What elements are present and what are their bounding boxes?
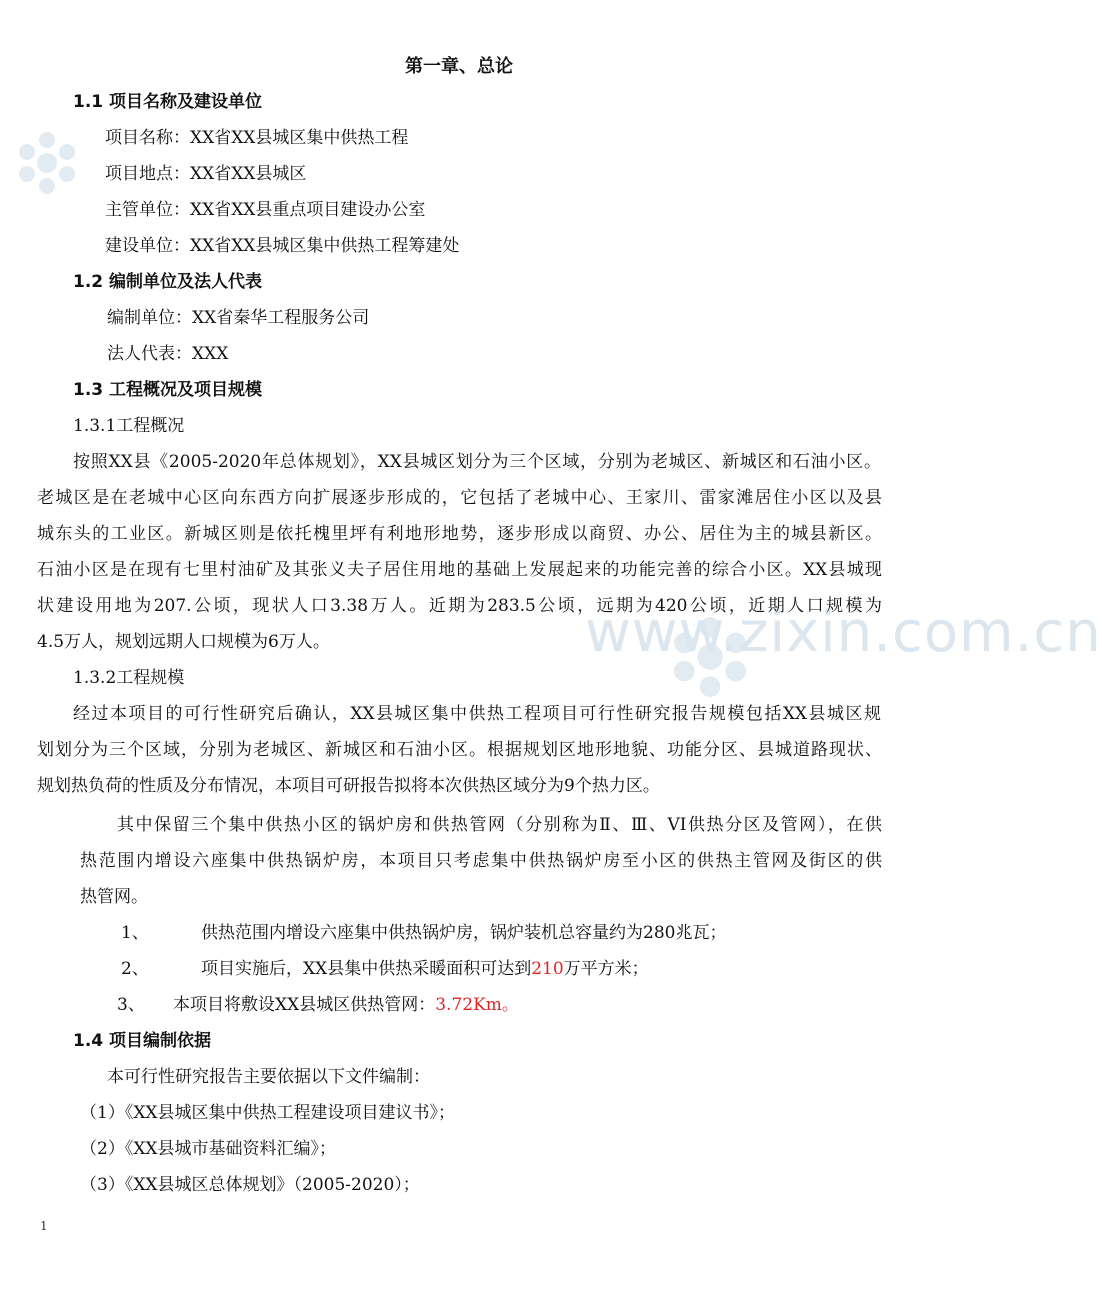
highlight-value: 3.72Km。 [435, 995, 519, 1015]
list-number: 2、 [121, 959, 149, 979]
reference-item: （2）《XX县城市基础资料汇编》； [80, 1139, 337, 1159]
subsection-heading-1-3-1: 1.3.1工程概况 [73, 416, 185, 436]
watermark-text: www.zixin.com.cn [585, 600, 1102, 665]
supervising-unit: 主管单位：XX省XX县重点项目建设办公室 [105, 200, 426, 220]
scale-line: 其中保留三个集中供热小区的锅炉房和供热管网（分别称为Ⅱ、Ⅲ、VI供热分区及管网），在供 [117, 815, 882, 835]
overview-line: 城东头的工业区。新城区则是依托槐里坪有利地形地势，逐步形成以商贸、办公、居住为主的城县新区。 [37, 524, 882, 544]
section-heading-1-4: 1.4 项目编制依据 [73, 1031, 212, 1051]
overview-line: 按照XX县《2005-2020年总体规划》，XX县城区划分为三个区域，分别为老城区、新城区和石油小区。 [73, 452, 881, 472]
highlight-value: 210 [531, 959, 564, 979]
chapter-title: 第一章、总论 [405, 56, 513, 77]
scale-line: 经过本项目的可行性研究后确认，XX县城区集中供热工程项目可行性研究报告规模包括XX县城区规 [73, 704, 881, 724]
reference-item: （3）《XX县城区总体规划》（2005-2020）； [80, 1175, 420, 1195]
list-number: 1、 [121, 923, 149, 943]
basis-intro: 本可行性研究报告主要依据以下文件编制： [107, 1067, 430, 1087]
overview-line: 老城区是在老城中心区向东西方向扩展逐步形成的，它包括了老城中心、王家川、雷家滩居住小区以及县 [37, 488, 882, 508]
section-heading-1-3: 1.3 工程概况及项目规模 [73, 380, 263, 400]
overview-line: 状建设用地为207.公顷，现状人口3.38万人。近期为283.5公顷，远期为420公顷，近期人口规模为 [37, 596, 882, 616]
legal-representative: 法人代表：XXX [107, 344, 229, 364]
project-name: 项目名称：XX省XX县城区集中供热工程 [105, 128, 409, 148]
project-location: 项目地点：XX省XX县城区 [105, 164, 307, 184]
section-heading-1-2: 1.2 编制单位及法人代表 [73, 272, 263, 292]
scale-line: 划划分为三个区域，分别为老城区、新城区和石油小区。根据规划区地形地貌、功能分区、县城道路现状、 [37, 740, 882, 760]
subsection-heading-1-3-2: 1.3.2工程规模 [73, 668, 185, 688]
construction-unit: 建设单位：XX省XX县城区集中供热工程筹建处 [105, 236, 460, 256]
list-number: 3、 [117, 995, 145, 1015]
scale-line: 规划热负荷的性质及分布情况，本项目可研报告拟将本次供热区域分为9个热力区。 [37, 776, 660, 796]
overview-line: 4.5万人，规划远期人口规模为6万人。 [37, 632, 330, 652]
overview-line: 石油小区是在现有七里村油矿及其张义夫子居住用地的基础上发展起来的功能完善的综合小区。XX县城现 [37, 560, 882, 580]
scale-line: 热范围内增设六座集中供热锅炉房，本项目只考虑集中供热锅炉房至小区的供热主管网及街区的供 [80, 851, 882, 871]
watermark-flake-icon [12, 128, 82, 198]
list-item-text: 项目实施后，XX县集中供热采暖面积可达到210万平方米； [201, 959, 649, 979]
scale-line: 热管网。 [80, 887, 148, 907]
page-number: 1 [40, 1219, 48, 1233]
list-item-text: 本项目将敷设XX县城区供热管网：3.72Km。 [173, 995, 519, 1015]
section-heading-1-1: 1.1 项目名称及建设单位 [73, 92, 263, 112]
compiling-unit: 编制单位：XX省秦华工程服务公司 [107, 308, 370, 328]
list-item-text: 供热范围内增设六座集中供热锅炉房，锅炉装机总容量约为280兆瓦； [201, 923, 727, 943]
reference-item: （1）《XX县城区集中供热工程建设项目建议书》； [80, 1103, 456, 1123]
